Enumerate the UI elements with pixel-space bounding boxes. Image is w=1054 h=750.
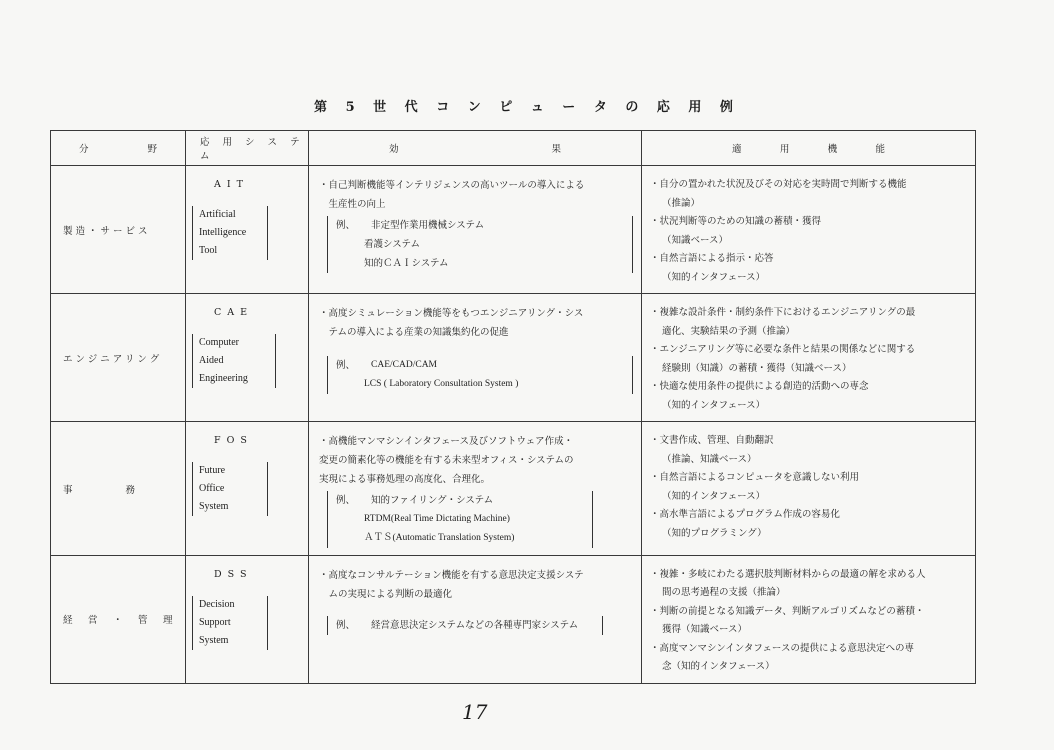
table-header-row [51, 131, 976, 166]
row-effect: ・高度なコンサルテーション機能を有する意思決定支援システ ムの実現による判断の最適化 例、 経営意思決定システムなどの各種専門家システム [309, 555, 642, 683]
header-system: 応 用 シ ス テ ム [186, 131, 309, 166]
row-effect: ・自己判断機能等インテリジェンスの高いツールの導入による 生産性の向上 例、 非定型作業用機械システム 看護システム 知的ＣＡＩシステム [309, 166, 642, 294]
row-effect: ・高度シミュレーション機能等をもつエンジニアリング・シス テムの導入による産業の知識集約化の促進 例、 CAE/CAD/CAM LCS ( Laboratory Consultation System ) [309, 294, 642, 422]
header-application: 適 用 機 能 [642, 131, 976, 166]
header-field: 分 野 [51, 131, 186, 166]
row-application: ・文書作成、管理、自動翻訳 （推論、知識ベース） ・自然言語によるコンピュータを意識しない利用 （知的インタフェース） ・高水準言語によるプログラム作成の容易化 （知的プログラミング） [642, 422, 976, 555]
row-application: ・複雑・多岐にわたる選択肢判断材料からの最適の解を求める人 間の思考過程の支援（推論） ・判断の前提となる知識データ、判断アルゴリズムなどの蓄積・ 獲得（知識ベース） ・高度マンマシンインタフェースの提供による意思決定への専 念（知的インタフェース） [642, 555, 976, 683]
row-field: エンジニアリング [51, 294, 186, 422]
row-field: 事 務 [51, 422, 186, 555]
system-fullname: Artificial Intelligence Tool [192, 206, 268, 260]
table-row [51, 166, 976, 294]
row-application: ・複雑な設計条件・制約条件下におけるエンジニアリングの最 適化、実験結果の予測（推論） ・エンジニアリング等に必要な条件と結果の関係などに関する 経験則（知識）の蓄積・獲得（知識ベース） ・快適な使用条件の提供による創造的活動への専念 （知的インタフェース） [642, 294, 976, 422]
effect-examples: 例、 CAE/CAD/CAM LCS ( Laboratory Consultation System ) [327, 356, 633, 394]
system-abbr: FOS [214, 435, 253, 447]
applications-table [50, 130, 976, 684]
table-row [51, 555, 976, 683]
system-fullname: Future Office System [192, 462, 268, 516]
row-system [186, 422, 309, 555]
row-field: 経 営 ・ 管 理 [51, 555, 186, 683]
system-fullname: Computer Aided Engineering [192, 334, 276, 388]
page-title: 第 5 世 代 コ ン ピ ュ ー タ の 応 用 例 [314, 100, 740, 115]
system-abbr: AIT [214, 179, 249, 190]
row-system [186, 555, 309, 683]
header-effect: 効 果 [309, 131, 642, 166]
row-application: ・自分の置かれた状況及びその対応を実時間で判断する機能 （推論） ・状況判断等のための知識の蓄積・獲得 （知識ベース） ・自然言語による指示・応答 （知的インタフェース） [642, 166, 976, 294]
system-abbr: DSS [214, 568, 253, 580]
row-system [186, 294, 309, 422]
row-system [186, 166, 309, 294]
page-number: 17 [462, 700, 488, 724]
table-row [51, 422, 976, 555]
system-abbr: CAE [214, 307, 254, 319]
effect-examples: 例、 経営意思決定システムなどの各種専門家システム [327, 616, 603, 635]
row-field: 製造・サービス [51, 166, 186, 294]
effect-examples: 例、 非定型作業用機械システム 看護システム 知的ＣＡＩシステム [327, 216, 633, 273]
row-effect: ・高機能マンマシンインタフェース及びソフトウェア作成・ 変更の簡素化等の機能を有する未来型オフィス・システムの 実現による事務処理の高度化、合理化。 例、 知的ファイリング・システム RTDM(Real Time Dictating Machine) ＡＴＳ(Automatic Translation System) [309, 422, 642, 555]
system-fullname: Decision Support System [192, 596, 268, 650]
effect-examples: 例、 知的ファイリング・システム RTDM(Real Time Dictating Machine) ＡＴＳ(Automatic Translation System) [327, 491, 593, 548]
table-row [51, 294, 976, 422]
